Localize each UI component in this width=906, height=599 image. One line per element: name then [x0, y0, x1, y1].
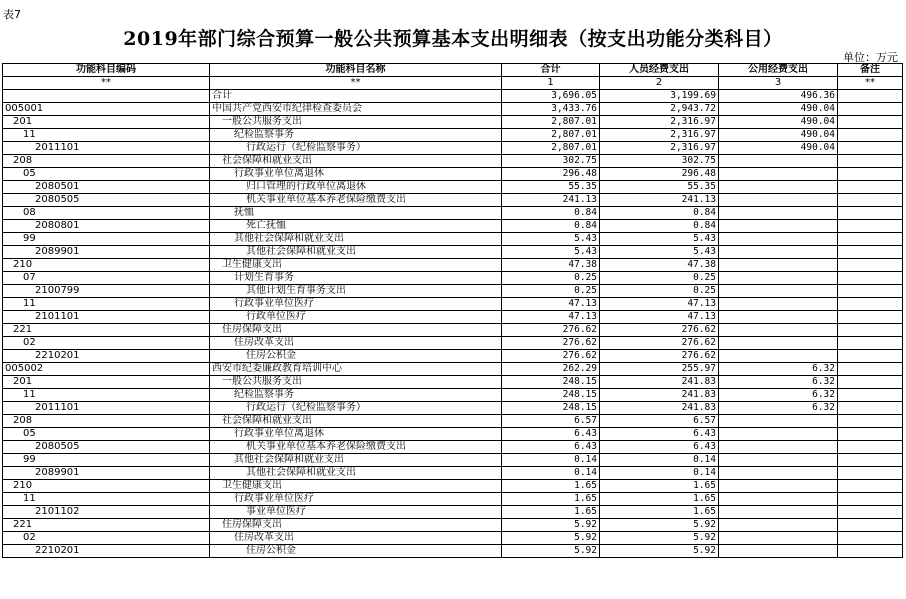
- cell-remark: [838, 441, 903, 454]
- cell-name: 社会保障和就业支出: [210, 155, 502, 168]
- cell-remark: [838, 402, 903, 415]
- cell-total: 276.62: [502, 324, 600, 337]
- cell-remark: [838, 363, 903, 376]
- cell-remark: [838, 480, 903, 493]
- cell-personnel: 5.43: [600, 246, 719, 259]
- cell-public: 490.04: [719, 129, 838, 142]
- cell-remark: [838, 337, 903, 350]
- cell-total: 0.25: [502, 272, 600, 285]
- cell-name: 住房公积金: [210, 350, 502, 363]
- cell-remark: [838, 298, 903, 311]
- cell-code: 201: [3, 116, 210, 129]
- table-row: [3, 545, 903, 558]
- cell-name: 行政事业单位医疗: [210, 493, 502, 506]
- cell-total: 47.13: [502, 311, 600, 324]
- table-number-label: 表7: [3, 8, 21, 21]
- cell-personnel: 47.38: [600, 259, 719, 272]
- table-row: [3, 467, 903, 480]
- cell-public: [719, 298, 838, 311]
- table-row: [3, 220, 903, 233]
- header-remark: 备注: [838, 64, 903, 77]
- cell-name: 死亡抚恤: [210, 220, 502, 233]
- cell-code: 02: [3, 532, 210, 545]
- cell-personnel: 6.57: [600, 415, 719, 428]
- cell-personnel: 276.62: [600, 324, 719, 337]
- cell-code: 2080801: [3, 220, 210, 233]
- cell-total: 248.15: [502, 376, 600, 389]
- table-row: [3, 532, 903, 545]
- cell-name: 卫生健康支出: [210, 480, 502, 493]
- cell-personnel: 296.48: [600, 168, 719, 181]
- cell-personnel: 241.83: [600, 402, 719, 415]
- cell-code: 2011101: [3, 142, 210, 155]
- cell-personnel: 0.84: [600, 220, 719, 233]
- cell-total: 1.65: [502, 506, 600, 519]
- cell-public: 490.04: [719, 103, 838, 116]
- cell-personnel: 1.65: [600, 480, 719, 493]
- cell-personnel: 0.25: [600, 272, 719, 285]
- cell-name: 一般公共服务支出: [210, 376, 502, 389]
- cell-public: [719, 168, 838, 181]
- table-row: [3, 285, 903, 298]
- cell-name: 其他社会保障和就业支出: [210, 233, 502, 246]
- cell-remark: [838, 506, 903, 519]
- cell-name: 住房公积金: [210, 545, 502, 558]
- cell-personnel: 0.14: [600, 467, 719, 480]
- cell-name: 机关事业单位基本养老保险缴费支出: [210, 194, 502, 207]
- cell-total: 6.57: [502, 415, 600, 428]
- cell-total: 5.92: [502, 519, 600, 532]
- cell-personnel: 2,943.72: [600, 103, 719, 116]
- table-row: [3, 311, 903, 324]
- subheader-name: **: [210, 77, 502, 90]
- cell-public: [719, 259, 838, 272]
- cell-code: 11: [3, 129, 210, 142]
- table-row: [3, 441, 903, 454]
- cell-name: 其他社会保障和就业支出: [210, 467, 502, 480]
- cell-remark: [838, 129, 903, 142]
- cell-public: [719, 428, 838, 441]
- cell-public: [719, 181, 838, 194]
- table-row: [3, 415, 903, 428]
- cell-name: 合计: [210, 90, 502, 103]
- cell-remark: [838, 155, 903, 168]
- cell-public: [719, 272, 838, 285]
- cell-personnel: 241.83: [600, 389, 719, 402]
- cell-public: 6.32: [719, 402, 838, 415]
- cell-remark: [838, 259, 903, 272]
- cell-name: 一般公共服务支出: [210, 116, 502, 129]
- cell-code: 05: [3, 428, 210, 441]
- header-name: 功能科目名称: [210, 64, 502, 77]
- cell-total: 47.13: [502, 298, 600, 311]
- cell-total: 276.62: [502, 350, 600, 363]
- cell-remark: [838, 142, 903, 155]
- cell-public: [719, 246, 838, 259]
- header-public: 公用经费支出: [719, 64, 838, 77]
- cell-remark: [838, 415, 903, 428]
- header-code: 功能科目编码: [3, 64, 210, 77]
- cell-code: 2210201: [3, 350, 210, 363]
- table-row: [3, 207, 903, 220]
- cell-public: [719, 480, 838, 493]
- cell-personnel: 6.43: [600, 441, 719, 454]
- cell-remark: [838, 350, 903, 363]
- cell-total: 6.43: [502, 428, 600, 441]
- cell-code: 2210201: [3, 545, 210, 558]
- cell-code: 005002: [3, 363, 210, 376]
- cell-remark: [838, 220, 903, 233]
- subheader-row: [3, 77, 903, 90]
- cell-total: 5.43: [502, 246, 600, 259]
- cell-code: 005001: [3, 103, 210, 116]
- cell-total: 55.35: [502, 181, 600, 194]
- cell-name: 其他社会保障和就业支出: [210, 454, 502, 467]
- cell-remark: [838, 519, 903, 532]
- table-body: [3, 90, 903, 558]
- cell-name: 住房保障支出: [210, 519, 502, 532]
- cell-name: 行政运行（纪检监察事务）: [210, 142, 502, 155]
- cell-name: 事业单位医疗: [210, 506, 502, 519]
- cell-total: 3,433.76: [502, 103, 600, 116]
- cell-name: 行政单位医疗: [210, 311, 502, 324]
- cell-total: 0.14: [502, 467, 600, 480]
- cell-remark: [838, 181, 903, 194]
- subheader-code: **: [3, 77, 210, 90]
- cell-personnel: 2,316.97: [600, 142, 719, 155]
- cell-personnel: 276.62: [600, 337, 719, 350]
- cell-total: 2,807.01: [502, 129, 600, 142]
- header-total: 合计: [502, 64, 600, 77]
- cell-public: [719, 415, 838, 428]
- cell-total: 1.65: [502, 480, 600, 493]
- cell-name: 计划生育事务: [210, 272, 502, 285]
- cell-public: [719, 233, 838, 246]
- cell-public: [719, 350, 838, 363]
- table-row: [3, 103, 903, 116]
- header-row: [3, 64, 903, 77]
- cell-personnel: 255.97: [600, 363, 719, 376]
- table-row: [3, 402, 903, 415]
- cell-name: 行政事业单位离退休: [210, 428, 502, 441]
- cell-personnel: 5.43: [600, 233, 719, 246]
- cell-name: 抚恤: [210, 207, 502, 220]
- cell-code: 07: [3, 272, 210, 285]
- cell-remark: [838, 493, 903, 506]
- cell-name: 社会保障和就业支出: [210, 415, 502, 428]
- cell-personnel: 302.75: [600, 155, 719, 168]
- cell-personnel: 5.92: [600, 545, 719, 558]
- table-row: [3, 454, 903, 467]
- cell-personnel: 1.65: [600, 506, 719, 519]
- cell-code: 2080505: [3, 194, 210, 207]
- table-row: [3, 168, 903, 181]
- table-row: [3, 233, 903, 246]
- cell-remark: [838, 285, 903, 298]
- cell-name: 其他社会保障和就业支出: [210, 246, 502, 259]
- cell-personnel: 241.83: [600, 376, 719, 389]
- cell-public: [719, 454, 838, 467]
- table-row: [3, 363, 903, 376]
- cell-code: 2011101: [3, 402, 210, 415]
- cell-code: 221: [3, 324, 210, 337]
- cell-personnel: 2,316.97: [600, 129, 719, 142]
- cell-total: 1.65: [502, 493, 600, 506]
- table-row: [3, 259, 903, 272]
- cell-code: 221: [3, 519, 210, 532]
- cell-total: 0.14: [502, 454, 600, 467]
- cell-name: 纪检监察事务: [210, 389, 502, 402]
- table-row: [3, 155, 903, 168]
- cell-public: [719, 337, 838, 350]
- cell-personnel: 5.92: [600, 519, 719, 532]
- cell-code: 201: [3, 376, 210, 389]
- table-row: [3, 493, 903, 506]
- table-row: [3, 129, 903, 142]
- cell-personnel: 276.62: [600, 350, 719, 363]
- cell-public: 490.04: [719, 142, 838, 155]
- table-row: [3, 142, 903, 155]
- cell-code: 2089901: [3, 246, 210, 259]
- cell-public: [719, 519, 838, 532]
- cell-code: 08: [3, 207, 210, 220]
- cell-personnel: 0.25: [600, 285, 719, 298]
- cell-public: [719, 532, 838, 545]
- table-row: [3, 428, 903, 441]
- cell-code: 02: [3, 337, 210, 350]
- table-row: [3, 181, 903, 194]
- cell-public: [719, 493, 838, 506]
- cell-public: [719, 285, 838, 298]
- cell-name: 机关事业单位基本养老保险缴费支出: [210, 441, 502, 454]
- subheader-total: 1: [502, 77, 600, 90]
- cell-code: 2089901: [3, 467, 210, 480]
- cell-remark: [838, 168, 903, 181]
- cell-total: 3,696.05: [502, 90, 600, 103]
- cell-public: [719, 155, 838, 168]
- cell-remark: [838, 389, 903, 402]
- cell-remark: [838, 428, 903, 441]
- cell-remark: [838, 116, 903, 129]
- cell-total: 296.48: [502, 168, 600, 181]
- cell-personnel: 241.13: [600, 194, 719, 207]
- cell-remark: [838, 207, 903, 220]
- cell-name: 行政事业单位医疗: [210, 298, 502, 311]
- cell-code: 05: [3, 168, 210, 181]
- cell-personnel: 3,199.69: [600, 90, 719, 103]
- page-title: 2019年部门综合预算一般公共预算基本支出明细表（按支出功能分类科目）: [123, 28, 783, 50]
- table-row: [3, 324, 903, 337]
- cell-total: 0.25: [502, 285, 600, 298]
- cell-personnel: 6.43: [600, 428, 719, 441]
- cell-name: 归口管理的行政单位离退休: [210, 181, 502, 194]
- cell-code: [3, 90, 210, 103]
- cell-code: 208: [3, 415, 210, 428]
- subheader-remark: **: [838, 77, 903, 90]
- cell-remark: [838, 90, 903, 103]
- cell-public: [719, 506, 838, 519]
- cell-total: 2,807.01: [502, 116, 600, 129]
- cell-remark: [838, 311, 903, 324]
- cell-public: 6.32: [719, 389, 838, 402]
- cell-code: 2101102: [3, 506, 210, 519]
- cell-personnel: 0.84: [600, 207, 719, 220]
- cell-code: 208: [3, 155, 210, 168]
- subheader-public: 3: [719, 77, 838, 90]
- cell-total: 276.62: [502, 337, 600, 350]
- table-row: [3, 116, 903, 129]
- cell-total: 47.38: [502, 259, 600, 272]
- cell-name: 西安市纪委廉政教育培训中心: [210, 363, 502, 376]
- cell-name: 住房保障支出: [210, 324, 502, 337]
- cell-name: 纪检监察事务: [210, 129, 502, 142]
- cell-name: 中国共产党西安市纪律检查委员会: [210, 103, 502, 116]
- header-personnel: 人员经费支出: [600, 64, 719, 77]
- table-row: [3, 480, 903, 493]
- cell-public: [719, 441, 838, 454]
- cell-total: 6.43: [502, 441, 600, 454]
- cell-total: 5.43: [502, 233, 600, 246]
- cell-name: 行政事业单位离退休: [210, 168, 502, 181]
- cell-total: 0.84: [502, 207, 600, 220]
- cell-total: 5.92: [502, 532, 600, 545]
- cell-public: [719, 324, 838, 337]
- cell-total: 262.29: [502, 363, 600, 376]
- subheader-personnel: 2: [600, 77, 719, 90]
- table-row: [3, 298, 903, 311]
- cell-public: [719, 194, 838, 207]
- cell-total: 248.15: [502, 389, 600, 402]
- cell-remark: [838, 194, 903, 207]
- cell-code: 11: [3, 493, 210, 506]
- table-row: [3, 389, 903, 402]
- cell-code: 99: [3, 233, 210, 246]
- cell-remark: [838, 246, 903, 259]
- cell-remark: [838, 103, 903, 116]
- cell-public: [719, 207, 838, 220]
- cell-personnel: 55.35: [600, 181, 719, 194]
- cell-personnel: 47.13: [600, 311, 719, 324]
- cell-public: 496.36: [719, 90, 838, 103]
- cell-personnel: 1.65: [600, 493, 719, 506]
- cell-remark: [838, 545, 903, 558]
- cell-name: 其他计划生育事务支出: [210, 285, 502, 298]
- budget-table: [2, 63, 903, 558]
- table-row: [3, 350, 903, 363]
- cell-remark: [838, 467, 903, 480]
- cell-personnel: 2,316.97: [600, 116, 719, 129]
- table-row: [3, 272, 903, 285]
- cell-code: 11: [3, 298, 210, 311]
- cell-total: 241.13: [502, 194, 600, 207]
- cell-name: 卫生健康支出: [210, 259, 502, 272]
- cell-remark: [838, 376, 903, 389]
- cell-total: 302.75: [502, 155, 600, 168]
- unit-label: 单位：万元: [843, 51, 898, 64]
- cell-remark: [838, 324, 903, 337]
- cell-public: [719, 220, 838, 233]
- table-row: [3, 90, 903, 103]
- cell-personnel: 5.92: [600, 532, 719, 545]
- cell-name: 住房改革支出: [210, 337, 502, 350]
- cell-code: 99: [3, 454, 210, 467]
- table-row: [3, 506, 903, 519]
- cell-personnel: 47.13: [600, 298, 719, 311]
- cell-code: 210: [3, 259, 210, 272]
- cell-public: [719, 311, 838, 324]
- cell-remark: [838, 233, 903, 246]
- cell-code: 11: [3, 389, 210, 402]
- cell-public: 490.04: [719, 116, 838, 129]
- cell-public: [719, 467, 838, 480]
- cell-remark: [838, 454, 903, 467]
- cell-remark: [838, 532, 903, 545]
- cell-code: 2080501: [3, 181, 210, 194]
- cell-total: 0.84: [502, 220, 600, 233]
- cell-public: 6.32: [719, 376, 838, 389]
- cell-total: 5.92: [502, 545, 600, 558]
- cell-code: 2100799: [3, 285, 210, 298]
- table-row: [3, 246, 903, 259]
- cell-code: 2101101: [3, 311, 210, 324]
- cell-remark: [838, 272, 903, 285]
- cell-public: 6.32: [719, 363, 838, 376]
- table-row: [3, 337, 903, 350]
- cell-code: 2080505: [3, 441, 210, 454]
- table-row: [3, 376, 903, 389]
- cell-code: 210: [3, 480, 210, 493]
- cell-public: [719, 545, 838, 558]
- cell-name: 行政运行（纪检监察事务）: [210, 402, 502, 415]
- cell-total: 2,807.01: [502, 142, 600, 155]
- cell-name: 住房改革支出: [210, 532, 502, 545]
- cell-personnel: 0.14: [600, 454, 719, 467]
- table-row: [3, 519, 903, 532]
- cell-total: 248.15: [502, 402, 600, 415]
- table-row: [3, 194, 903, 207]
